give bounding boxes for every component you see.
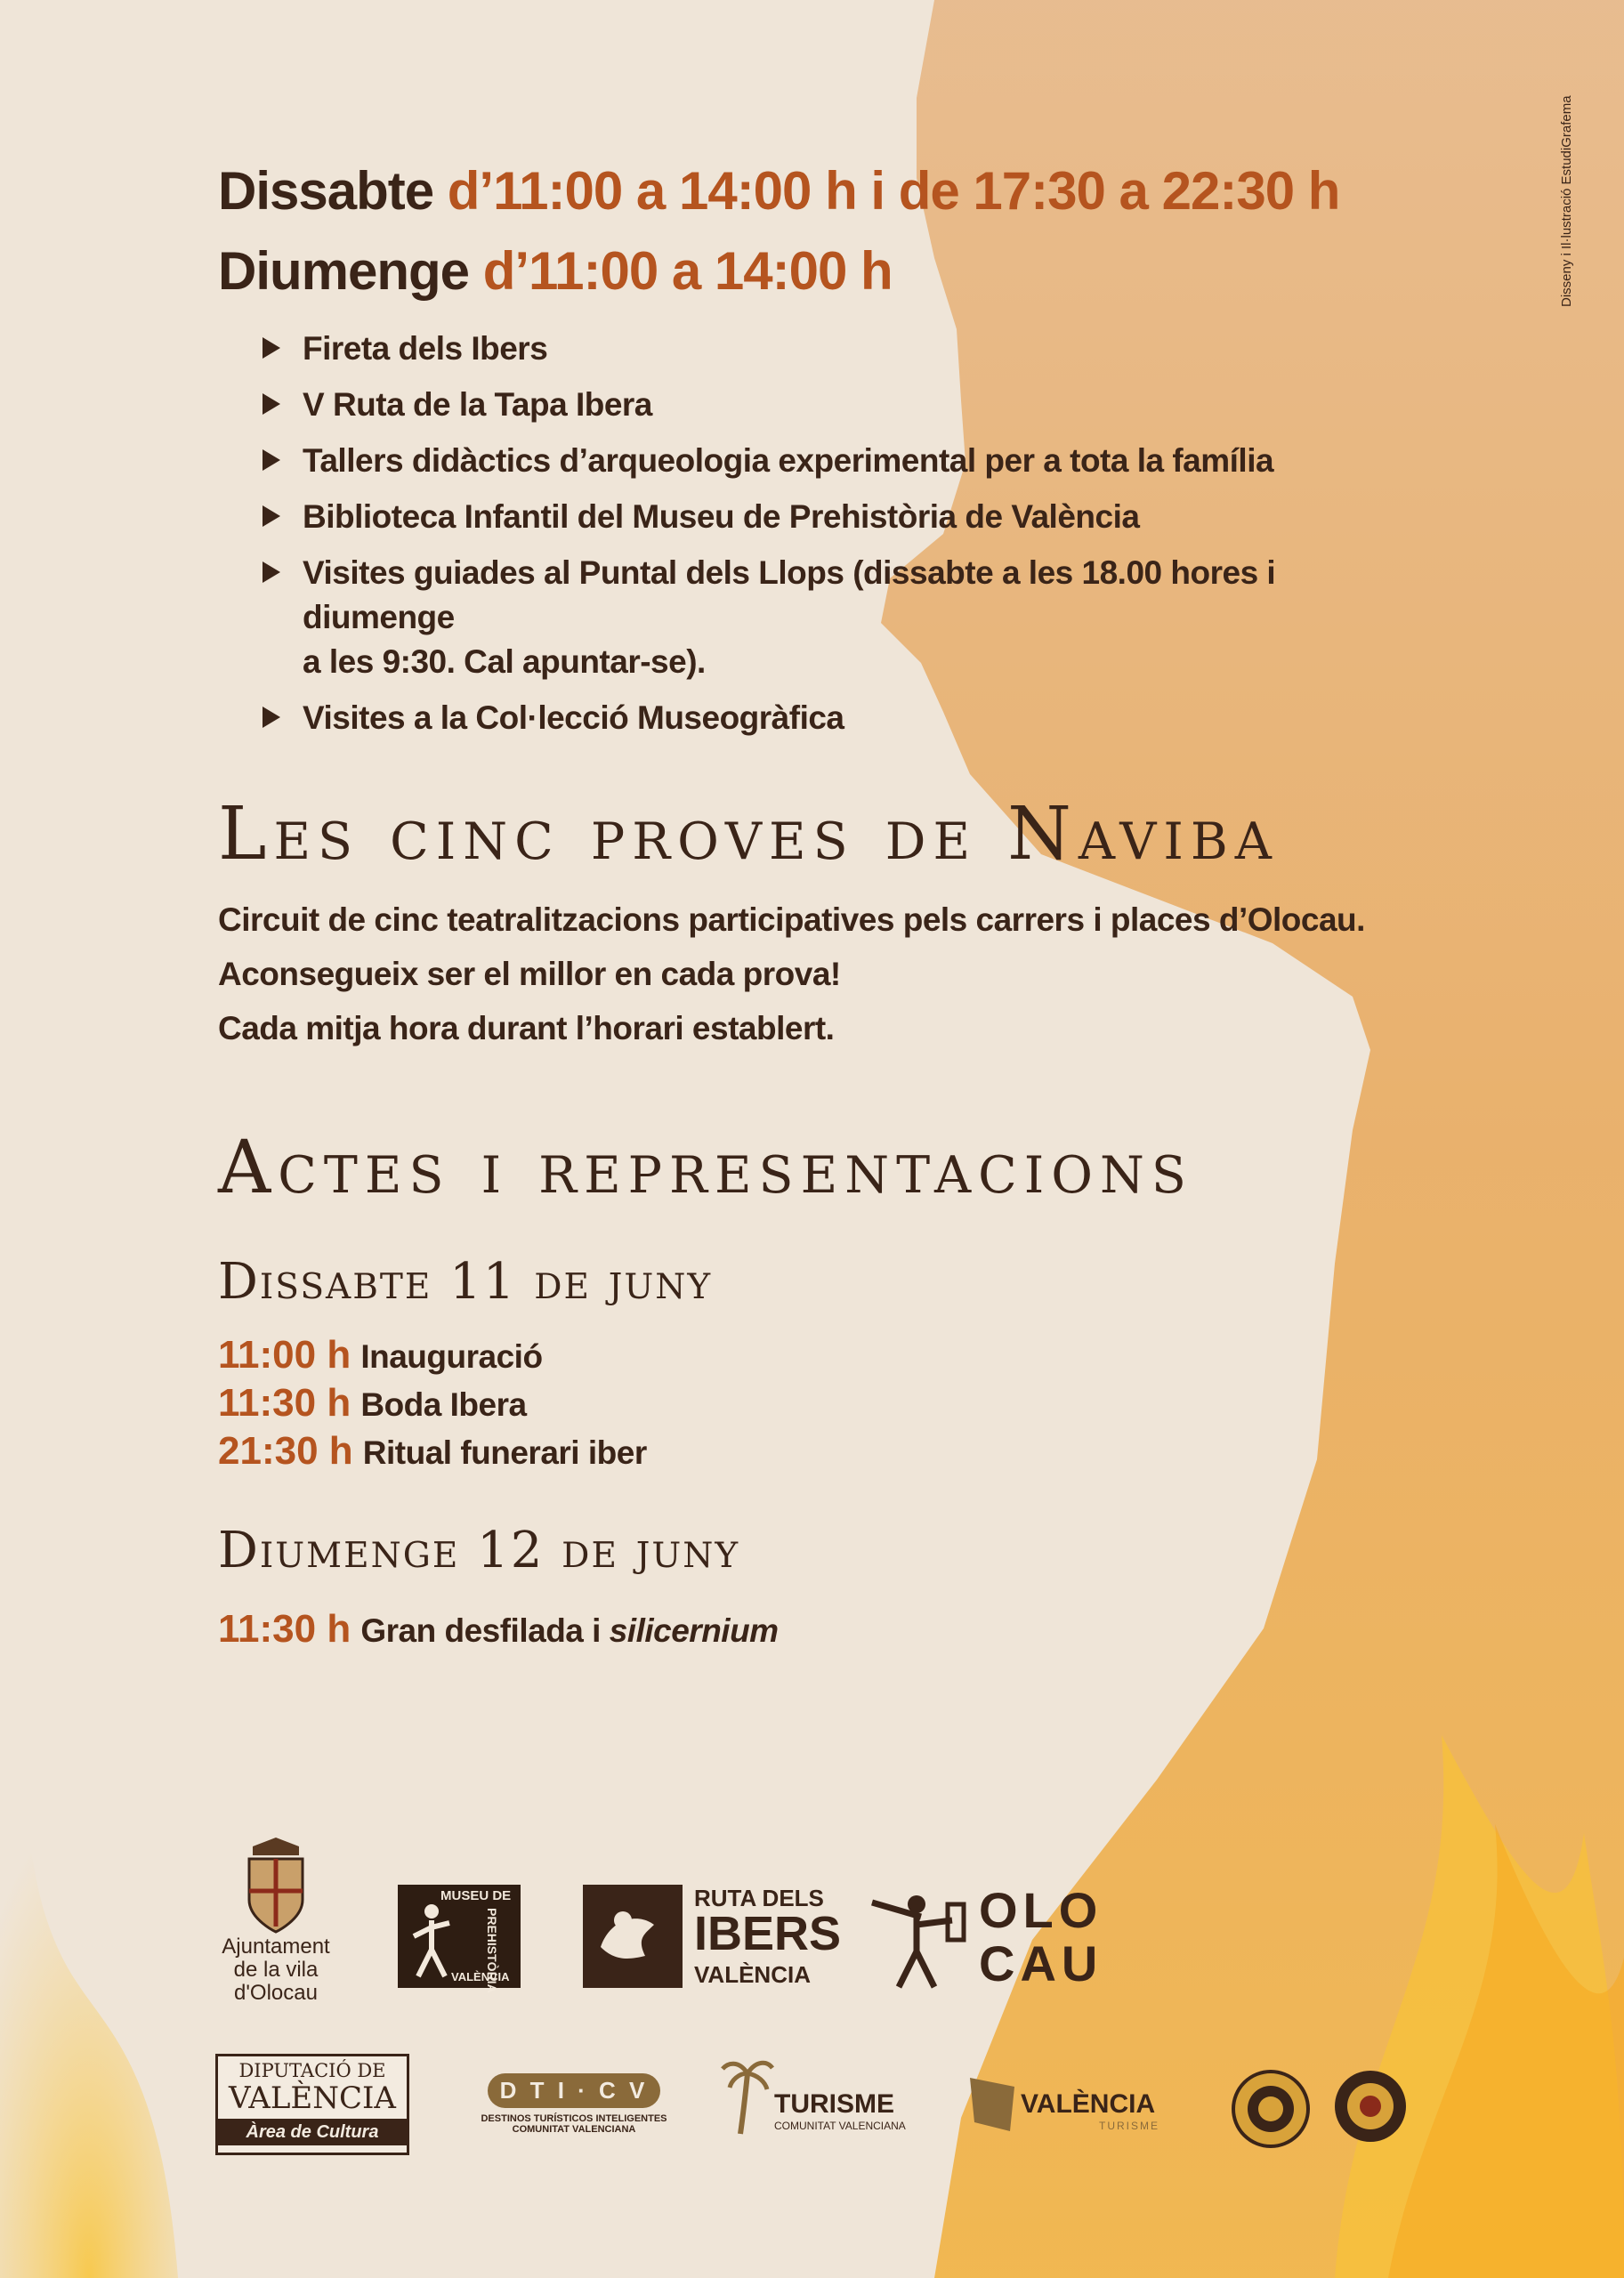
- ornament-icon: [1333, 2069, 1409, 2145]
- diputacio-logo: DIPUTACIÓ DE VALÈNCIA Àrea de Cultura: [215, 2054, 409, 2155]
- design-credit: Disseny i Il·lustració EstudiGrafema: [1559, 95, 1574, 307]
- museu-prehistoria-logo: MUSEU DE PREHISTÒRIA VALÈNCIA: [398, 1885, 521, 1988]
- sunday-events: [218, 1606, 779, 1654]
- bird-icon: [583, 1885, 683, 1988]
- saturday-label: Dissabte: [218, 161, 434, 221]
- actes-heading: Actes i representacions: [218, 1126, 1193, 1210]
- olocau-logo: OLO CAU: [868, 1885, 1126, 1991]
- ruta-ibers-logo: RUTA DELS IBERS VALÈNCIA: [583, 1885, 841, 1988]
- list-item: Visites a la Col·lecció Museogràfica: [263, 696, 1370, 740]
- sunday-date-heading: Diumenge 12 de juny: [218, 1522, 740, 1579]
- naviba-heading: Les cinc proves de Naviba: [218, 792, 1279, 876]
- list-item: Tallers didàctics d’arqueologia experimental per a tota la família: [263, 439, 1370, 483]
- sunday-hours: d’11:00 a 14:00 h: [482, 241, 893, 301]
- saturday-events: [218, 1332, 647, 1476]
- valencia-turisme-mark-icon: [966, 2073, 1019, 2136]
- archer-figure-icon: [405, 1901, 458, 1981]
- saturday-hours-line: [218, 151, 1339, 231]
- event-row: 11:00 h Inauguració: [218, 1333, 543, 1377]
- event-row: 11:30 h Boda Ibera: [218, 1381, 527, 1425]
- activities-list: [263, 327, 1370, 752]
- association-seal-logo: [1231, 2069, 1311, 2149]
- list-item-continuation: a les 9:30. Cal apuntar-se).: [303, 643, 706, 680]
- list-item: V Ruta de la Tapa Ibera: [263, 383, 1370, 427]
- naviba-line: Cada mitja hora durant l’horari establert.: [218, 1010, 835, 1046]
- ornamental-seal-logo: [1333, 2069, 1409, 2145]
- triangle-bullet-icon: [263, 393, 280, 415]
- seal-icon: [1231, 2069, 1311, 2149]
- coat-of-arms-icon: [240, 1838, 311, 1935]
- warrior-figure-icon: [868, 1885, 970, 1991]
- naviba-description: [218, 893, 1365, 1055]
- triangle-bullet-icon: [263, 505, 280, 527]
- naviba-line: Circuit de cinc teatralitzacions participatives pels carrers i places d’Olocau.: [218, 901, 1365, 938]
- palm-tree-icon: [721, 2056, 774, 2136]
- triangle-bullet-icon: [263, 337, 280, 359]
- list-item: Visites guiades al Puntal dels Llops (dissabte a les 18.00 hores i diumenge: [263, 551, 1353, 640]
- turisme-cv-logo: TURISME COMUNITAT VALENCIANA: [721, 2056, 917, 2140]
- event-row: 21:30 h Ritual funerari iber: [218, 1429, 647, 1473]
- opening-hours: [218, 151, 1339, 311]
- event-row: 11:30 h Gran desfilada i silicernium: [218, 1607, 779, 1651]
- sunday-label: Diumenge: [218, 241, 470, 301]
- sunday-hours-line: [218, 231, 1339, 311]
- ajuntament-logo: Ajuntament de la vila d'Olocau: [214, 1838, 338, 2005]
- triangle-bullet-icon: [263, 707, 280, 728]
- dti-cv-logo: D T I · C V DESTINOS TURÍSTICOS INTELIGENTES COMUNITAT VALENCIANA: [467, 2073, 681, 2136]
- triangle-bullet-icon: [263, 449, 280, 471]
- saturday-hours: d’11:00 a 14:00 h i de 17:30 a 22:30 h: [447, 161, 1340, 221]
- list-item: Fireta dels Ibers: [263, 327, 1370, 371]
- saturday-date-heading: Dissabte 11 de juny: [218, 1253, 713, 1311]
- triangle-bullet-icon: [263, 561, 280, 583]
- valencia-turisme-logo: VALÈNCIA TURISME: [966, 2073, 1179, 2140]
- naviba-line: Aconsegueix ser el millor en cada prova!: [218, 956, 841, 992]
- list-item: Biblioteca Infantil del Museu de Prehistòria de València: [263, 495, 1370, 539]
- ruta-ibers-emblem: [583, 1885, 683, 1988]
